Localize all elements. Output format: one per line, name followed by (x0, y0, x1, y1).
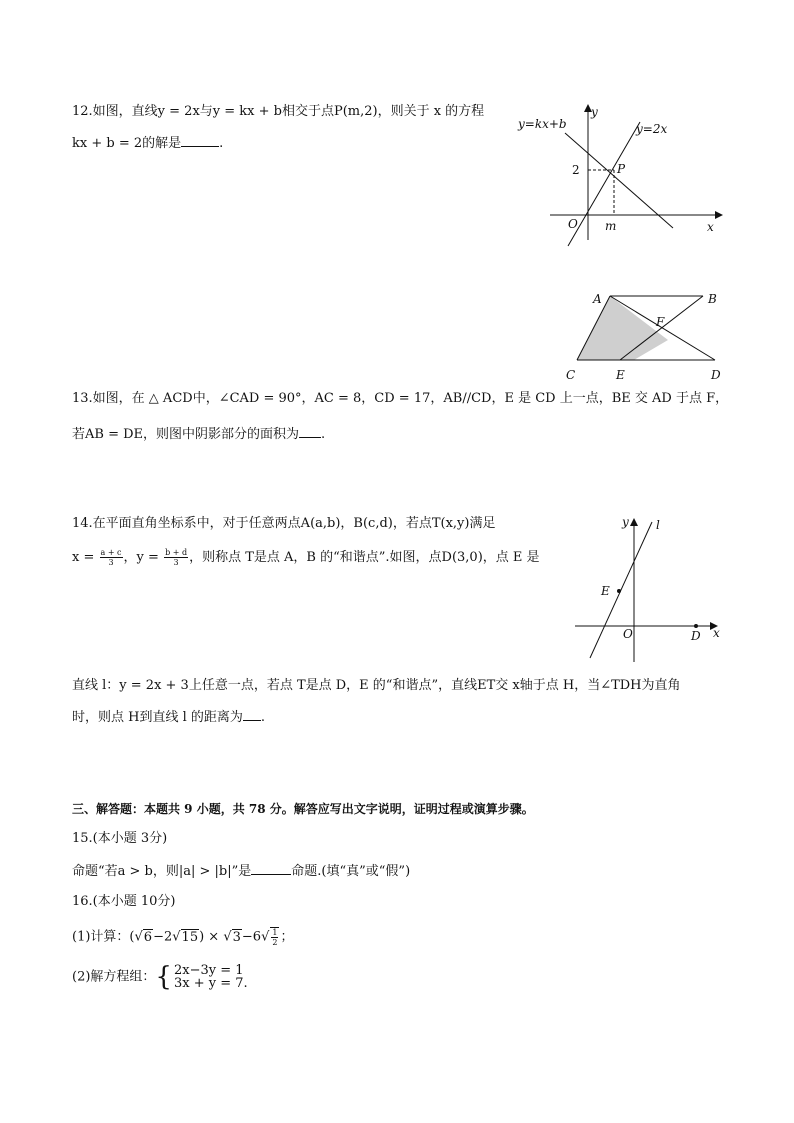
q16-header: 16.(本小题 10分) (72, 894, 176, 909)
answer-blank (181, 134, 219, 147)
q16-part2: (2)解方程组：{ 2x−3y = 1 3x + y = 7. (72, 962, 248, 992)
label-c: C (566, 368, 576, 382)
label-kxb: y=kx+b (518, 117, 567, 131)
label-y: y (622, 515, 629, 529)
label-y: y (591, 105, 598, 119)
q13-line2: 若AB = DE，则图中阴影部分的面积为 . (72, 427, 326, 442)
q14-graph (570, 512, 730, 667)
equation-system: 2x−3y = 1 3x + y = 7. (173, 963, 248, 991)
brace-icon: { (155, 962, 172, 992)
q12-line2: kx + b = 2的解是 . (72, 136, 224, 151)
answer-blank (251, 862, 291, 875)
q14-line4: 时，则点 H到直线 l 的距离为 . (72, 710, 266, 725)
section-heading: 三、解答题：本题共 9 小题，共 78 分。解答应写出文字说明，证明过程或演算步骤。 (72, 802, 534, 816)
label-two: 2 (572, 163, 580, 177)
label-d: D (691, 629, 701, 643)
label-m: m (605, 219, 617, 233)
point-e (617, 589, 621, 593)
q14-line1: 14.在平面直角坐标系中，对于任意两点A(a,b)，B(c,d)，若点T(x,y)满足 (72, 516, 496, 531)
q16-part1: (1)计算：(√6−2√15) × √3−6√ $\frac{1}{2}$ ； (72, 928, 294, 947)
q12-graph (510, 100, 730, 250)
y-axis-arrow-icon (630, 518, 638, 526)
q14-line2: x = $\frac{a + c}{3}$ ，y = $\frac{b + d}{3}$ ，则称点 T是点 A，B 的“和谐点”.如图，点D(3,0)，点 E 是 (72, 548, 540, 567)
line-kx-b (565, 133, 673, 228)
label-a: A (593, 292, 602, 306)
label-l: l (656, 518, 660, 532)
q15-header: 15.(本小题 3分) (72, 831, 168, 846)
q12-line1: 12.如图，直线y = 2x与y = kx + b相交于点P(m,2)，则关于 x 的方程 (72, 104, 485, 119)
line-2x (568, 122, 640, 246)
q14-line3: 直线 l：y = 2x + 3上任意一点，若点 T是点 D，E 的“和谐点”，直线ET交 x轴于点 H，当∠TDH为直角 (72, 678, 681, 693)
label-f: F (656, 315, 665, 329)
label-d: D (711, 368, 721, 382)
line-l (590, 522, 652, 658)
answer-blank (299, 425, 321, 438)
q15-text: 命题“若a > b，则|a| > |b|”是 命题.(填“真”或“假”) (72, 864, 411, 879)
fraction-half: $\frac{1}{2}$ (272, 928, 278, 947)
label-b: B (708, 292, 717, 306)
label-2x: y=2x (636, 122, 668, 136)
fraction-y: $\frac{b + d}{3}$ (165, 548, 188, 567)
q13-figure (560, 288, 730, 388)
label-p: P (617, 162, 626, 176)
label-o: O (568, 217, 578, 231)
shaded-region (577, 296, 668, 360)
label-o: O (623, 627, 633, 641)
label-x: x (707, 220, 714, 234)
answer-blank (243, 708, 261, 721)
label-e: E (616, 368, 625, 382)
q13-line1: 13.如图，在 △ ACD中，∠CAD = 90°，AC = 8，CD = 17，AB//CD，E 是 CD 上一点，BE 交 AD 于点 F， (72, 391, 729, 406)
x-axis-arrow-icon (715, 211, 723, 219)
point-d (694, 624, 698, 628)
fraction-x: $\frac{a + c}{3}$ (100, 548, 122, 567)
label-e: E (601, 584, 610, 598)
label-x: x (713, 626, 720, 640)
